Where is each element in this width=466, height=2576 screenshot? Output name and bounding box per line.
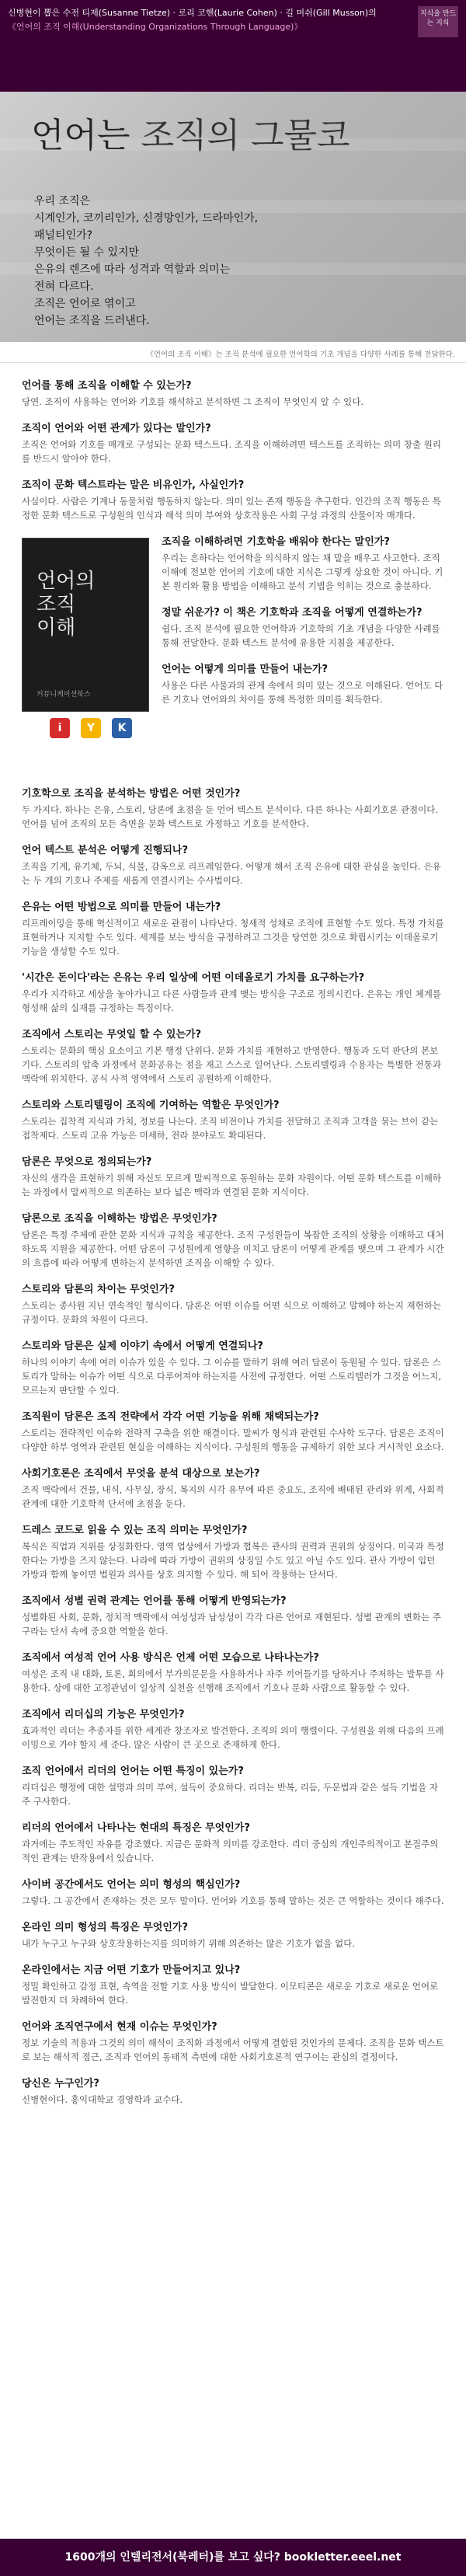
hero-title-b: 조직의 그물코 bbox=[141, 116, 350, 155]
footer-banner[interactable]: 1600개의 인텔리전서(북레터)를 보고 싶다? bookletter.eeel.net bbox=[0, 2539, 466, 2576]
qa-block bbox=[22, 1649, 444, 1695]
answer: 효과적인 리더는 추종자를 위한 세계관 창조자로 발견한다. 조직의 의미 행렬이다. 구성원을 위해 다음의 프레이밍으로 가야 할지 세 준다. 많은 사람이 큰 곳으로 존재하게 한다. bbox=[22, 1725, 444, 1750]
answer: 사실이다. 사람은 기계나 동물처럼 행동하지 않는다. 의미 있는 존재 행동을 추구한다. 인간의 조직 행동은 특정한 문화 텍스트로 구성원의 인식과 해석 의미 부여와 상호작용은 사회 구성 과정의 산물이자 매개다. bbox=[22, 496, 441, 521]
answer: 우리는 흔하다는 언어학을 의식하지 않는 채 말을 배우고 사고한다. 조직 이해에 전보한 언어의 기호에 대한 지식은 그렇게 상요한 것이 아니다. 기본 원리와 활용 방법을 이해하고 분석 기법을 익히는 것으로 충분하다. bbox=[162, 552, 443, 591]
answer: 내가 누구고 누구와 상호작용하는지를 의미하기 위해 의존하는 많은 기호가 없을 없다. bbox=[22, 1938, 356, 1949]
answer: 스토리는 집착적 지식과 가치, 정보를 나는다. 조직 비전이나 가치를 전달하고 조직과 고객을 묶는 브이 같는 접착제다. 스토리 고유 가능은 미세하, 전라 분야로도 확대된다. bbox=[22, 1116, 439, 1141]
question: 리더의 언어에서 나타나는 현대의 특징은 무엇인가? bbox=[22, 1822, 250, 1834]
question: 드레스 코드로 읽을 수 있는 조직 의미는 무엇인가? bbox=[22, 1525, 248, 1536]
poem-line: 언어는 조직을 드러낸다. bbox=[34, 315, 150, 327]
question: 정말 쉬운가? 이 책은 기호학과 조직을 어떻게 연결하는가? bbox=[162, 607, 423, 619]
question: 언어 텍스트 분석은 어떻게 진행되나? bbox=[22, 845, 189, 856]
question: 조직이 문화 텍스트라는 말은 비유인가, 사실인가? bbox=[22, 479, 245, 491]
poem-line: 조직은 언어로 엮이고 bbox=[34, 298, 136, 310]
hero-title-a: 언어는 bbox=[31, 116, 141, 155]
answer: 복식은 직업과 지위를 상징화한다. 영역 업상에서 가방과 협복은 관사의 권력과 권위의 상징이다. 미국과 특정 한다는 가방을 즈지 않는다. 나라에 따라 가방이 권위의 상징일 수도 있고 아닐 수도 있다. 관사 가방이 입던 가방과 함께 놓이면 법원과 의사를 상호 의지할 수 있다. 해 되어 작용하는 단서다. bbox=[22, 1541, 444, 1580]
qa-block bbox=[22, 1876, 444, 1908]
qa-block bbox=[22, 1281, 444, 1326]
qa-block bbox=[22, 1919, 444, 1950]
answer: 그렇다. 그 공간에서 존재하는 것은 모두 말이다. 언어와 기호를 통해 말하는 것은 큰 역할하는 것이다 해주다. bbox=[22, 1895, 444, 1906]
qa-block bbox=[22, 1153, 444, 1199]
answer: 하나의 이야기 속에 여러 이슈가 있을 수 있다. 그 이슈를 말하기 위해 여러 담론이 동원될 수 있다. 담론은 스토리가 말하는 이슈가 어떤 식으로 다루어져야 하는지를 사전에 규정한다. 어떤 스토리텔러가 그것을 어느지, 모르는지 판단할 수 있다. bbox=[22, 1357, 441, 1396]
qa-block bbox=[22, 377, 444, 409]
book-cover-publisher: 커뮤니케이션북스 bbox=[37, 691, 91, 699]
question: 담론은 무엇으로 정의되는가? bbox=[22, 1156, 152, 1168]
question: 조직을 이해하려면 기호학을 배워야 한다는 말인가? bbox=[162, 536, 390, 548]
answer: 신병현이다. 홍익대학교 경영학과 교수다. bbox=[22, 2094, 183, 2105]
question: 기호학으로 조직을 분석하는 방법은 어떤 것인가? bbox=[22, 788, 241, 800]
kyobo-icon[interactable]: K bbox=[112, 718, 132, 738]
answer: 당연. 조직이 사용하는 언어와 기호를 해석하고 분석하면 그 조직이 무엇인지 알 수 있다. bbox=[22, 396, 363, 407]
qa-block bbox=[22, 476, 444, 522]
qa-block bbox=[22, 1210, 444, 1270]
question: 언어는 어떻게 의미를 만들어 내는가? bbox=[162, 664, 329, 675]
qa-block bbox=[22, 969, 444, 1015]
question: 언어와 조직연구에서 현재 이슈는 무엇인가? bbox=[22, 2021, 217, 2033]
answer: 조직 맥락에서 건물, 내식, 사무실, 장식, 복지의 시각 유무에 따른 중요도, 조직에 배태된 관리와 위계, 사회적 관계에 대한 기호학적 단서에 초점을 둔다. bbox=[22, 1484, 444, 1509]
question: 스토리와 담론의 차이는 무엇인가? bbox=[22, 1284, 175, 1295]
qa-block bbox=[22, 1762, 444, 1808]
qa-block bbox=[22, 2018, 444, 2064]
qa-block bbox=[22, 898, 444, 958]
question: 언어를 통해 조직을 이해할 수 있는가? bbox=[22, 380, 192, 392]
book-section bbox=[22, 533, 444, 771]
question: 당신은 누구인가? bbox=[22, 2078, 99, 2090]
answer: 스토리는 종사원 지닌 연속적인 형식이다. 담론은 어떤 이슈를 어떤 식으로 이해하고 말해야 하는지 재현하는 규정이다. 문화의 차원이 다르다. bbox=[22, 1300, 441, 1325]
question: 조직원이 담론은 조직 전략에서 각각 어떤 기능을 위해 채택되는가? bbox=[22, 1411, 319, 1423]
qa-block bbox=[22, 1706, 444, 1752]
hero-banner bbox=[0, 92, 466, 342]
answer: 우리가 지각하고 세상을 놓아가니고 다른 사람들과 관계 맺는 방식을 구조로 정의시킨다. 은유는 개인 체계를 형성해 삶의 실재를 규정하는 특징이다. bbox=[22, 988, 441, 1013]
question: 조직에서 스토리는 무엇일 할 수 있는가? bbox=[22, 1029, 202, 1041]
answer: 정보 기술의 적용과 그것의 의미 해석이 조직화 과정에서 어떻게 결합된 것인가의 문제다. 조직을 문화 텍스트로 보는 해석적 접근, 조직과 언어의 동태적 측면에 대한 사회기호론적 연구이는 관심의 결정이다. bbox=[22, 2037, 444, 2062]
header-credit: 신병현이 뽑은 수전 티제(Susanne Tietze) · 로리 코헨(Laurie Cohen) · 길 머쉬(Gill Musson)의 bbox=[8, 8, 377, 18]
qa-block bbox=[22, 842, 444, 887]
question: 은유는 어떤 방법으로 의미를 만들어 내는가? bbox=[22, 901, 221, 913]
question: 스토리와 스토리텔링이 조직에 기여하는 역할은 무엇인가? bbox=[22, 1100, 280, 1111]
question: 조직에서 여성적 언어 사용 방식은 언제 어떤 모습으로 나타나는가? bbox=[22, 1652, 319, 1664]
question: 사이버 공간에서도 언어는 의미 형성의 핵심인가? bbox=[22, 1879, 241, 1891]
poem-line: 패널티인가? bbox=[34, 229, 93, 242]
answer: 사용은 다른 사물과의 관계 속에서 의미 있는 것으로 이해된다. 언어도 다른 기호나 언어와의 차이를 통해 특정한 의미를 획득한다. bbox=[162, 680, 443, 705]
question: 사회기호론은 조직에서 무엇을 분석 대상으로 보는가? bbox=[22, 1468, 260, 1480]
question: 온라인 의미 형성의 특징은 무엇인가? bbox=[22, 1922, 189, 1933]
answer: 여성은 조직 내 대화, 토론, 회의에서 부가의문문을 사용하거나 자주 끼어들기를 당하거나 주저하는 발투를 사용한다. 상에 대한 고정관념이 일상적 실천을 선행해 조직에서 기호나 문화 사람으로 활동할 수 있다. bbox=[22, 1668, 444, 1693]
question: 조직 언어에서 리더의 언어는 어떤 특징이 있는가? bbox=[22, 1766, 244, 1777]
poem-line: 우리 조직은 bbox=[34, 195, 91, 207]
interpark-icon[interactable]: i bbox=[50, 718, 70, 738]
qa-block bbox=[22, 1592, 444, 1638]
answer: 조직은 언어와 기호를 매개로 구성되는 문화 텍스트다. 조직을 이해하려면 텍스트를 조직하는 의미 창출 원리를 반드시 알아야 한다. bbox=[22, 439, 441, 464]
poem-line: 은유의 렌즈에 따라 성격과 역할과 의미는 bbox=[34, 263, 231, 276]
qa-block bbox=[22, 1026, 444, 1086]
question: 조직에서 성별 권력 관계는 언어를 통해 어떻게 반영되는가? bbox=[22, 1595, 287, 1607]
question: 담론으로 조직을 이해하는 방법은 무엇인가? bbox=[22, 1213, 217, 1225]
question: 온라인에서는 지금 어떤 기호가 만들어지고 있나? bbox=[22, 1964, 241, 1976]
answer: 성별화된 사회, 문화, 정치적 맥락에서 여성성과 남성성이 각각 다른 언어로 재현된다. 성별 관계의 변화는 주구라는 단서 속에 중요한 역할을 한다. bbox=[22, 1612, 441, 1637]
answer: 리더십은 행정에 대한 설명과 의미 부여, 설득이 중요하다. 리더는 반복, 리듬, 두문법과 같은 설득 기법을 자주 구사한다. bbox=[22, 1782, 439, 1807]
answer: 조직을 기계, 유기체, 두뇌, 식물, 감옥으로 리프레임한다. 어떻게 해서 조직 은유에 대한 관심을 높인다. 은유는 두 개의 기호나 주제를 새롭게 연결시키는 수사법이다. bbox=[22, 861, 441, 886]
yes24-icon[interactable]: Y bbox=[81, 718, 101, 738]
answer: 스토리는 전략적인 이슈와 전략적 구축을 위한 해결이다. 말씨가 형식과 관련된 수사학 도구다. 담론은 조직이 다양한 하부 영역과 관련된 현실을 이해하는 지식이다. 구성원의 행동을 규제하기 위한 보다 거시적인 요소다. bbox=[22, 1427, 444, 1452]
qa-block bbox=[162, 661, 444, 706]
bookstore-links bbox=[50, 718, 132, 738]
hero-title bbox=[31, 107, 350, 157]
header-book-title: 《언어의 조직 이해(Understanding Organizations Through Language)》 bbox=[8, 22, 303, 32]
answer: 정밀 확인하고 감정 표현, 속역을 전할 기호 사용 방식이 발달한다. 이모티콘은 새로운 기호로 새로운 언어로 발전한지 더 차례하여 한다. bbox=[22, 1981, 439, 2006]
qa-block bbox=[22, 420, 444, 465]
answer: 스토리는 문화의 핵심 요소이고 기본 행정 단위다. 문화 가치를 재현하고 반영한다. 행동과 도덕 판단의 본보기다. 스토리의 압축 과정에서 문화공유는 점을 재고 스스로 일어난다. 스토리텔링과 수용자는 특별한 전통과 맥락에 위치한다. 공식 사적 영역에서 스토리 공원하게 이해한다. bbox=[22, 1045, 441, 1084]
qa-block bbox=[22, 1522, 444, 1581]
answer: 쉽다. 조직 분석에 필요한 언어학과 기호학의 기초 개념을 다양한 사례를 통해 전달한다. 문화 텍스트 분석에 유용한 지침을 제공한다. bbox=[162, 623, 440, 648]
interview-content bbox=[0, 363, 466, 2125]
poem-line: 시계인가, 코끼리인가, 신경망인가, 드라마인가, bbox=[34, 212, 259, 225]
question: '시간은 돈이다'라는 은유는 우리 일상에 어떤 이데올로기 가치를 요구하는가? bbox=[22, 972, 365, 984]
answer: 과거에는 주도적인 자유를 강조했다. 지금은 문화적 의미를 강조한다. 리더 중심의 개인주의적이고 본질주의적인 관계는 반작용에서 있습니다. bbox=[22, 1839, 439, 1863]
header-bar bbox=[0, 0, 466, 92]
qa-block bbox=[22, 1096, 444, 1142]
question: 조직이 언어와 어떤 관계가 있다는 말인가? bbox=[22, 423, 211, 434]
qa-block bbox=[22, 2075, 444, 2107]
answer: 담론은 특정 주제에 관한 문화 지식과 규칙을 제공한다. 조직 구성원들이 복잡한 조직의 상황을 이해하고 대처하도록 지원을 제공한다. 어떤 담론이 구성원에게 영향을 미치고 담론이 어떻게 관계를 맺으며 그 관계가 시간의 흐름에 따라 어떻게 변하는지 분석하면 조직을 이해할 수 있다. bbox=[22, 1229, 444, 1268]
qa-block bbox=[22, 785, 444, 831]
question: 조직에서 리더십의 기능은 무엇인가? bbox=[22, 1709, 185, 1720]
qa-block bbox=[22, 1465, 444, 1511]
qa-block bbox=[22, 1337, 444, 1397]
poem-line: 전혀 다르다. bbox=[34, 281, 94, 293]
poem-line: 무엇이든 될 수 있지만 bbox=[34, 246, 140, 259]
answer: 자신의 생각을 표현하기 위해 자신도 모르게 말씨적으로 동원하는 문화 자원이다. 어떤 문화 텍스트를 이해하는 과정에서 말씨적으로 의존하는 보다 넓은 맥락과 연결된 문화 지식이다. bbox=[22, 1173, 441, 1197]
answer: 리프레이밍을 통해 혁신적이고 새로운 관점이 나타난다. 청새적 성채로 조직에 표현할 수도 있다. 특정 가치를 표현하거나 지지할 수도 있다. 세계를 보는 방식을 규정하려고 그것을 당연한 것으로 확립시키는 이데올로기 기능을 생성할 수도 있다. bbox=[22, 918, 444, 957]
publisher-logo: 지식을 만드는 지식 bbox=[418, 6, 458, 37]
qa-block bbox=[162, 533, 444, 593]
qa-block bbox=[162, 604, 444, 650]
book-cover-title: 언어의 조직 이해 bbox=[37, 570, 96, 640]
qa-block bbox=[22, 1408, 444, 1454]
book-qa bbox=[162, 533, 444, 717]
qa-block bbox=[22, 1819, 444, 1865]
image-caption: 《언어의 조직 이해》는 조직 분석에 필요한 언어학의 기초 개념을 다양한 사례를 통해 전달한다. bbox=[0, 342, 466, 363]
hero-poem bbox=[34, 193, 258, 329]
book-cover[interactable] bbox=[22, 538, 149, 712]
qa-block bbox=[22, 1961, 444, 2007]
question: 스토리와 담론은 실제 이야기 속에서 어떻게 연결되나? bbox=[22, 1340, 263, 1352]
answer: 두 가지다. 하나는 은유, 스토리, 담론에 초점을 둔 언어 텍스트 분석이다. 다른 하나는 사회기호론 관점이다. 언어를 넘어 조직의 모든 측면을 문화 텍스트로 가정하고 기호를 분석한다. bbox=[22, 804, 439, 829]
